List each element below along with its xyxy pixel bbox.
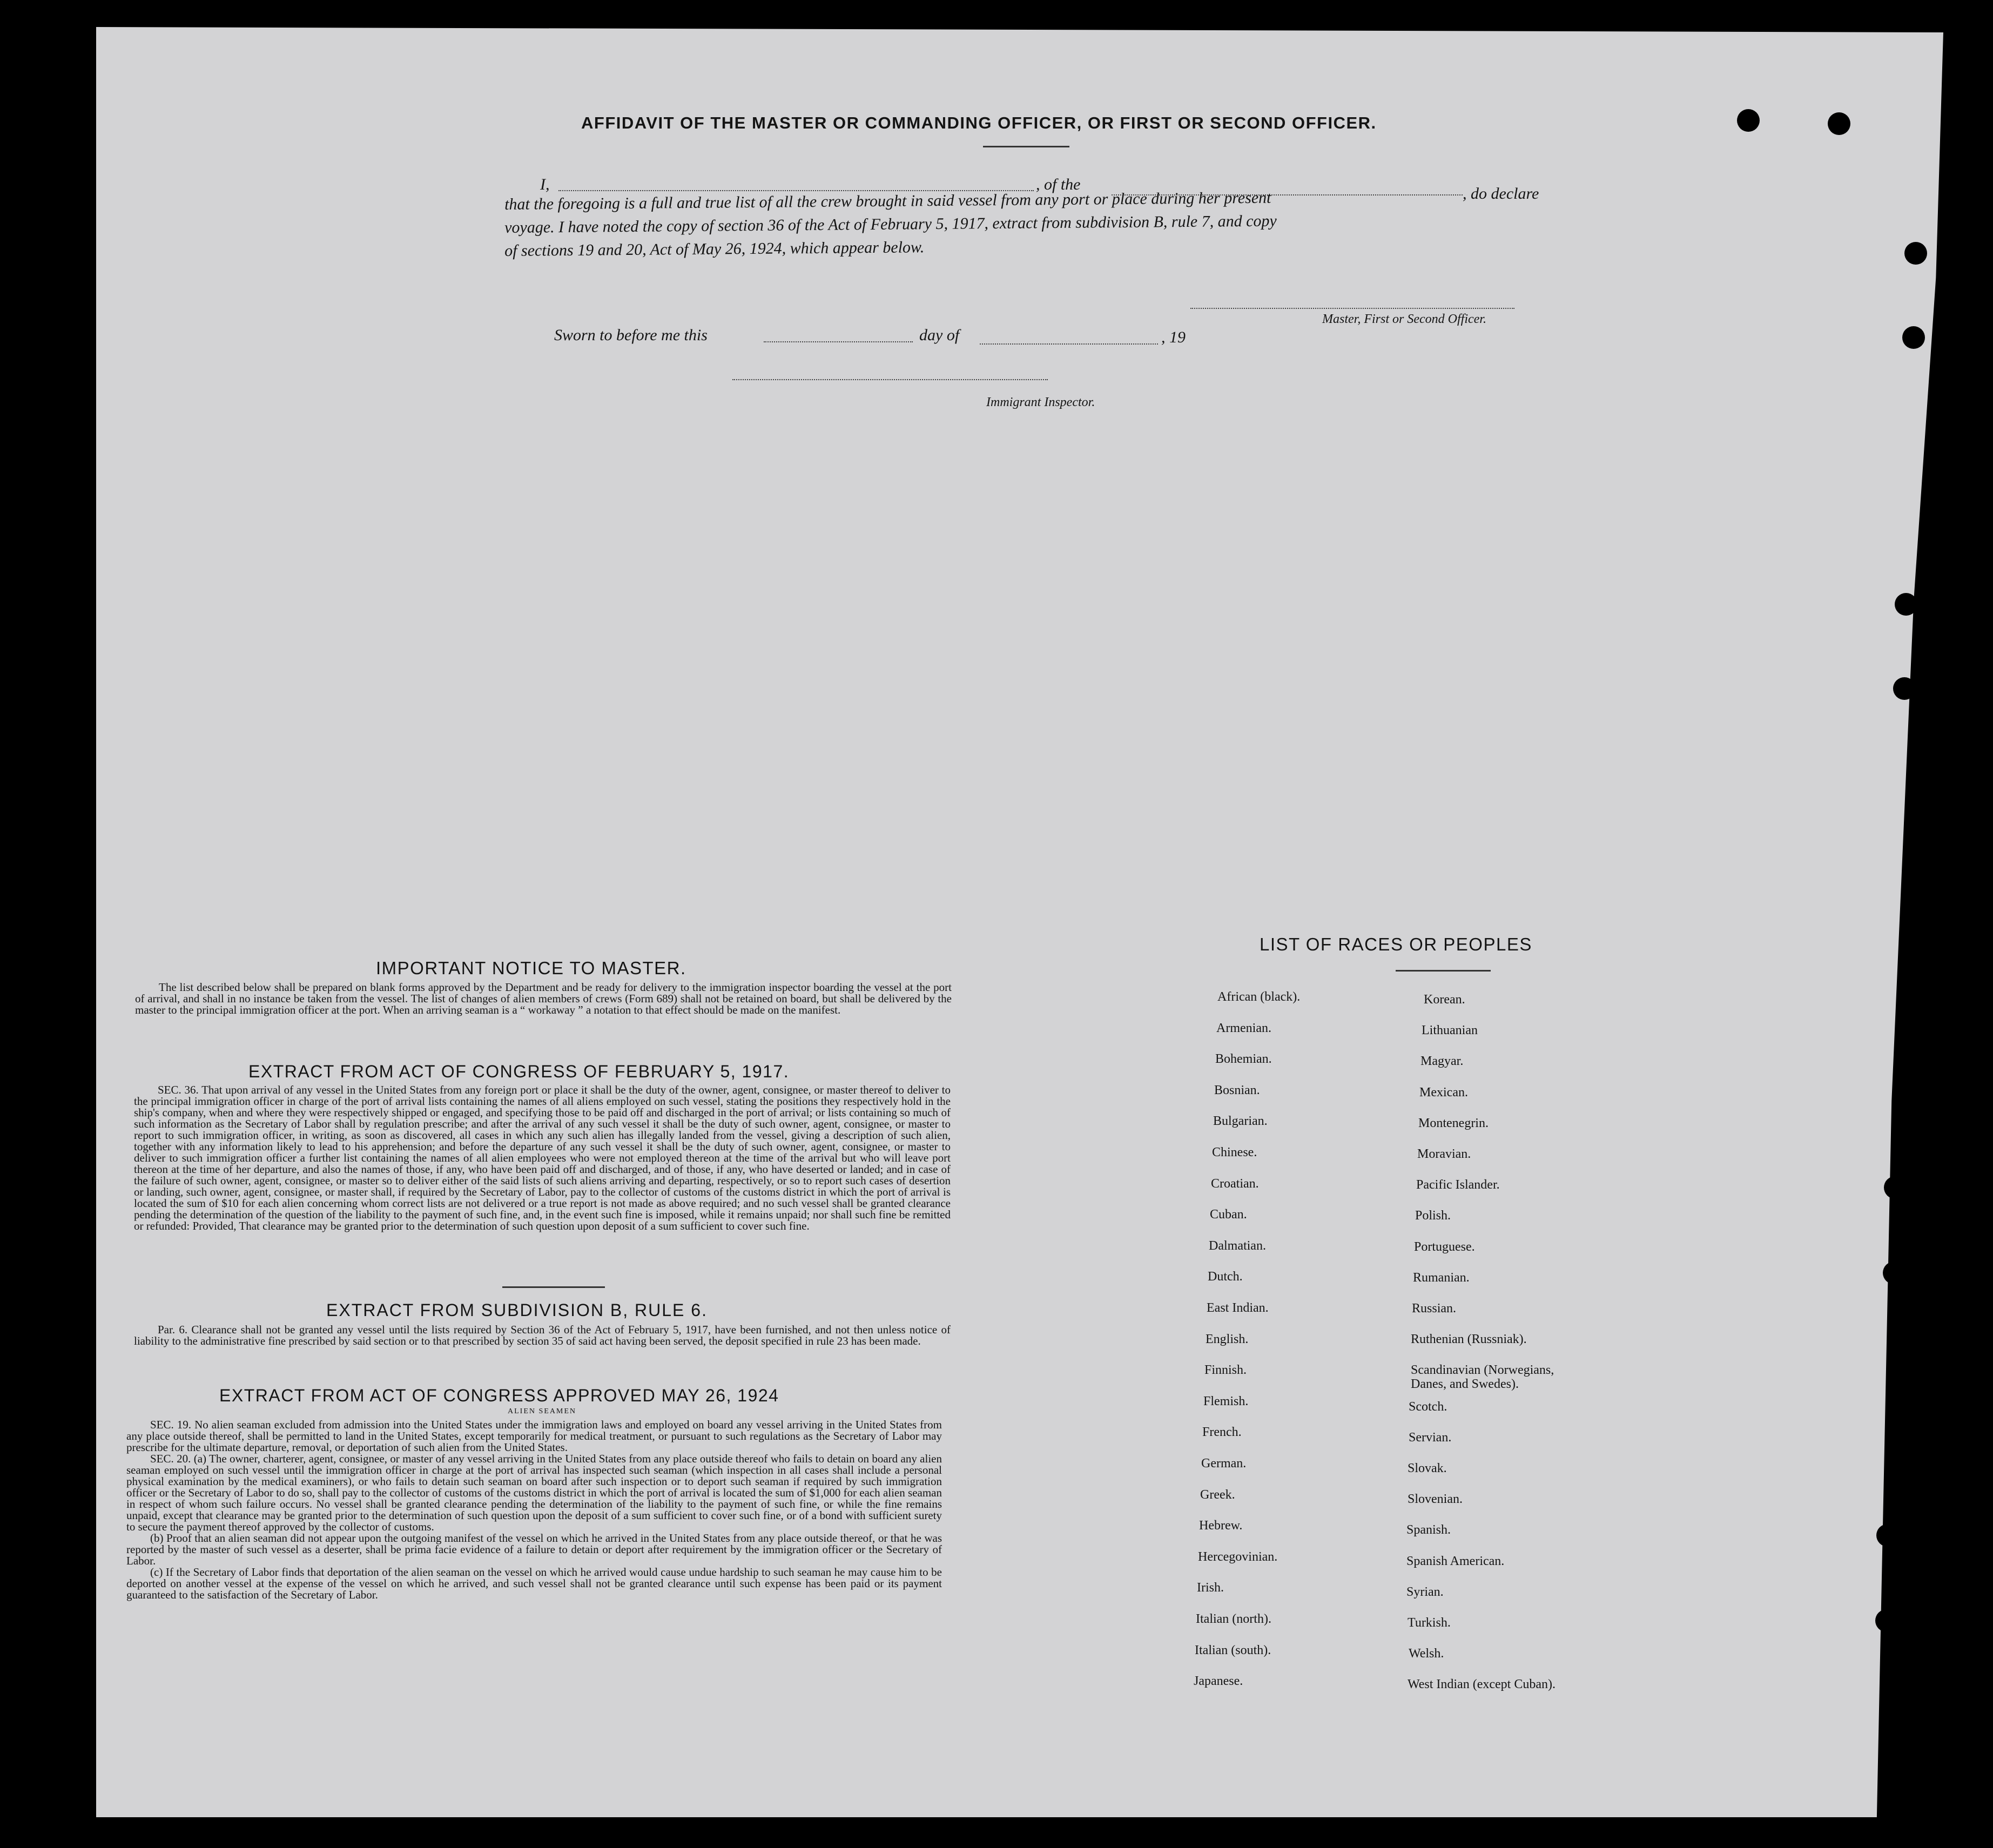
extract-1917-paragraph: SEC. 36. That upon arrival of any vessel in the United States from any foreign port or place it shall be the duty of the owner, agent, consignee, or master thereof to deliver to the principal immigration officer in charge of the port of arrival lists containing the names of all aliens employed on such vessel, stating the positions they respectively hold in the ship's company, when and where they were respectively shipped or engaged, and specifying those to be paid off and discharged in the port of arrival; or lists containing so much of such information as the Secretary of Labor shall by regulation prescribe; and after the arrival of any such vessel it shall be the duty of such owner, agent, consignee, or master to report to such immigration officer, in writing, as soon as discovered, all cases in which any such alien has illegally landed from the vessel, giving a description of such alien, together with any information likely to lead to his apprehension; and before the departure of any such vessel it shall be the duty of such owner, agent, consignee, or master to deliver to such immigration officer a further list containing the names of all alien employees who were not employed thereon at the time of the arrival but who will leave port thereon at the time of her departure, and also the names of those, if any, who have been paid off and discharged, and of those, if any, who have deserted or landed; and in case of the failure of such owner, agent, consignee, or master so to deliver either of the said lists of such aliens arriving and departing, respectively, or so to report such cases of desertion or landing, such owner, agent, consignee, or master shall, if required by the Secretary of Labor, pay to the collector of customs of the customs district in which the port of arrival is located the sum of $10 for each alien concerning whom correct lists are not delivered or a true report is not made as above required; and no such vessel shall be granted clearance pending the determination of the question of the liability to the payment of such fine, and, in the event such fine is imposed, while it remains unpaid; nor shall such fine be remitted or refunded: Provided, That clearance may be granted prior to the determination of such question upon deposit of a sum sufficient to cover such fine. [134, 1083, 951, 1232]
binder-hole [1904, 242, 1927, 265]
race-item: Welsh. [1409, 1647, 1444, 1661]
affidavit-body-line-2: voyage. I have noted the copy of section 36 of the Act of February 5, 1917, extract from subdivision B, rule 7, and copy [504, 212, 1277, 237]
race-item: Polish. [1415, 1209, 1451, 1223]
extract-1924-subtitle: ALIEN SEAMEN [508, 1407, 577, 1415]
race-item: Greek. [1200, 1487, 1235, 1502]
extract-rule6-text [134, 1324, 951, 1347]
race-item: Mexican. [1419, 1085, 1468, 1100]
race-item: Turkish. [1408, 1616, 1451, 1630]
race-item: African (black). [1217, 990, 1301, 1004]
sworn-year-prefix: , 19 [1161, 328, 1186, 346]
sworn-month-field[interactable] [980, 343, 1158, 345]
race-item: German. [1201, 1456, 1247, 1471]
sec-20a-paragraph: SEC. 20. (a) The owner, charterer, agent, consignee, or master of any vessel arriving in the United States from any place outside thereof who fails to detain on board any alien seaman employed on such vessel until the immigration officer in charge at the port of arrival has inspected such seaman (which inspection in all cases shall include a personal physical examination by the medical examiners), or who fails to detain such seaman on board after such inspection or to deport such seaman if required by such immigration officer or the Secretary of Labor to do so, shall pay to the collector of customs of the customs district in which the port of arrival is located the sum of $1,000 for each alien seaman in respect of whom such failure occurs. No vessel shall be granted clearance pending the determination of the liability to the payment of such fine, or while the fine remains unpaid, except that clearance may be granted prior to the determination of such question upon the deposit of a sum sufficient to cover such fine, or of a bond with sufficient surety to secure the payment thereof approved by the collector of customs. [126, 1452, 942, 1533]
sworn-day-field[interactable] [764, 341, 913, 342]
race-item: English. [1206, 1332, 1249, 1346]
race-item: Spanish. [1406, 1523, 1451, 1537]
race-item: Ruthenian (Russniak). [1411, 1332, 1527, 1347]
binder-hole [1828, 112, 1850, 135]
divider [1396, 970, 1491, 972]
affidavit-title: AFFIDAVIT OF THE MASTER OR COMMANDING OFFICER, OR FIRST OR SECOND OFFICER. [581, 113, 1377, 132]
race-item: Bosnian. [1214, 1083, 1260, 1097]
race-item: Syrian. [1406, 1584, 1444, 1599]
sec-19-paragraph: SEC. 19. No alien seaman excluded from admission into the United States under the immigration laws and employed on board any vessel arriving in the United States from any place outside thereof, shall be permitted to land in the United States, except temporarily for medical treatment, or pursuant to such regulations as the Secretary of Labor may prescribe for the ultimate departure, removal, or deportation of such alien from the United States. [126, 1418, 942, 1454]
race-item: Spanish American. [1406, 1554, 1505, 1568]
race-item: Moravian. [1417, 1147, 1471, 1161]
race-item: Italian (south). [1195, 1643, 1271, 1657]
affidavit-body-line-3: of sections 19 and 20, Act of May 26, 1924, which appear below. [504, 238, 925, 260]
binder-hole [1876, 1524, 1899, 1547]
extract-1924-title: EXTRACT FROM ACT OF CONGRESS APPROVED MAY 26, 1924 [219, 1386, 779, 1405]
affidavit-do-declare: , do declare [1463, 185, 1539, 203]
race-item: Rumanian. [1413, 1270, 1470, 1285]
extract-rule6-title: EXTRACT FROM SUBDIVISION B, RULE 6. [326, 1300, 708, 1320]
extract-1924-text [126, 1419, 942, 1601]
race-item: Magyar. [1420, 1054, 1464, 1069]
master-signature-field[interactable] [1190, 308, 1514, 309]
race-item: Flemish. [1203, 1394, 1249, 1408]
binder-hole [1883, 1262, 1906, 1284]
race-item: Dutch. [1208, 1270, 1243, 1284]
binder-hole [1895, 593, 1917, 616]
notice-paragraph: The list described below shall be prepared on blank forms approved by the Department and be ready for delivery to the immigration inspector boarding the vessel at the port of arrival, and shall in no instance be taken from the vessel. The list of changes of alien members of crews (Form 689) shall not be retained on board, but shall be delivered by the master to the principal immigration officer at the port. When an arriving seaman is a “ workaway ” a notation to that effect should be made on the manifest. [135, 981, 952, 1016]
affidavit-of-the: , of the [1036, 176, 1081, 193]
notice-text [135, 982, 952, 1016]
race-item: Servian. [1409, 1430, 1452, 1445]
notice-title: IMPORTANT NOTICE TO MASTER. [376, 958, 686, 978]
race-item: Croatian. [1211, 1176, 1259, 1191]
race-item: Korean. [1424, 993, 1465, 1007]
race-item: French. [1202, 1425, 1242, 1440]
race-item: Portuguese. [1414, 1239, 1475, 1254]
race-item: Japanese. [1194, 1674, 1243, 1689]
race-item: Armenian. [1216, 1021, 1271, 1035]
race-item: Finnish. [1204, 1363, 1247, 1378]
race-item: Bohemian. [1215, 1052, 1272, 1067]
affidavit-i-label: I, [540, 176, 550, 193]
race-item: Italian (north). [1196, 1612, 1271, 1626]
sec-20c-paragraph: (c) If the Secretary of Labor finds that deportation of the alien seaman on the vessel on which he arrived would cause undue hardship to such seaman he may cause him to be deported on another vessel at the expense of the vessel on which he arrived, and such vessel shall not be granted clearance until such expense has been paid or its payment guaranteed to the satisfaction of the Secretary of Labor. [126, 1566, 942, 1601]
race-item: Hebrew. [1199, 1519, 1243, 1533]
race-item: Russian. [1412, 1301, 1457, 1316]
divider [983, 146, 1069, 147]
binder-hole [1902, 326, 1925, 349]
race-item: Dalmatian. [1209, 1238, 1266, 1253]
binder-hole [1893, 677, 1916, 700]
master-signature-label: Master, First or Second Officer. [1322, 312, 1486, 326]
binder-hole [1737, 109, 1760, 132]
affidavit-body-line-1: that the foregoing is a full and true list of all the crew brought in said vessel from any port or place during her present [504, 188, 1271, 213]
race-item: Bulgarian. [1213, 1114, 1268, 1129]
race-item: Slovak. [1408, 1461, 1447, 1475]
sworn-label: Sworn to before me this [554, 326, 708, 344]
race-item: Slovenian. [1408, 1492, 1463, 1507]
race-item: Hercegovinian. [1198, 1549, 1278, 1564]
sworn-day-of: day of [919, 326, 960, 344]
extract-1917-text [134, 1084, 951, 1232]
race-item: Irish. [1197, 1581, 1224, 1595]
extract-rule6-paragraph: Par. 6. Clearance shall not be granted any vessel until the lists required by Section 36 of the Act of February 5, 1917, have been furnished, and not then unless notice of liability to the administrative fine prescribed by said section or to that prescribed by section 35 of said act having been served, the deposit specified in rule 23 has been made. [134, 1323, 951, 1347]
divider [502, 1286, 605, 1288]
binder-hole [1875, 1609, 1898, 1632]
race-item: Pacific Islander. [1416, 1178, 1500, 1192]
inspector-label: Immigrant Inspector. [986, 395, 1095, 409]
race-item: Montenegrin. [1418, 1116, 1489, 1130]
inspector-signature-field[interactable] [732, 379, 1048, 380]
race-item: Scotch. [1409, 1399, 1447, 1414]
race-item: Chinese. [1212, 1145, 1257, 1159]
race-item: Cuban. [1210, 1208, 1247, 1222]
extract-1917-title: EXTRACT FROM ACT OF CONGRESS OF FEBRUARY 5, 1917. [248, 1062, 790, 1081]
binder-hole [1884, 1176, 1907, 1199]
race-item: East Indian. [1207, 1301, 1269, 1315]
race-item: West Indian (except Cuban). [1408, 1677, 1556, 1692]
sec-20b-paragraph: (b) Proof that an alien seaman did not appear upon the outgoing manifest of the vessel on which he arrived in the United States from any place outside thereof, or that he was reported by the master of such vessel as a deserter, shall be prima facie evidence of a failure to detain or deport after requirement by the immigration officer or the Secretary of Labor. [126, 1532, 942, 1567]
race-item: Scandinavian (Norwegians, Danes, and Swedes). [1411, 1363, 1554, 1392]
race-item: Lithuanian [1422, 1023, 1478, 1038]
races-title: LIST OF RACES OR PEOPLES [1260, 934, 1532, 954]
